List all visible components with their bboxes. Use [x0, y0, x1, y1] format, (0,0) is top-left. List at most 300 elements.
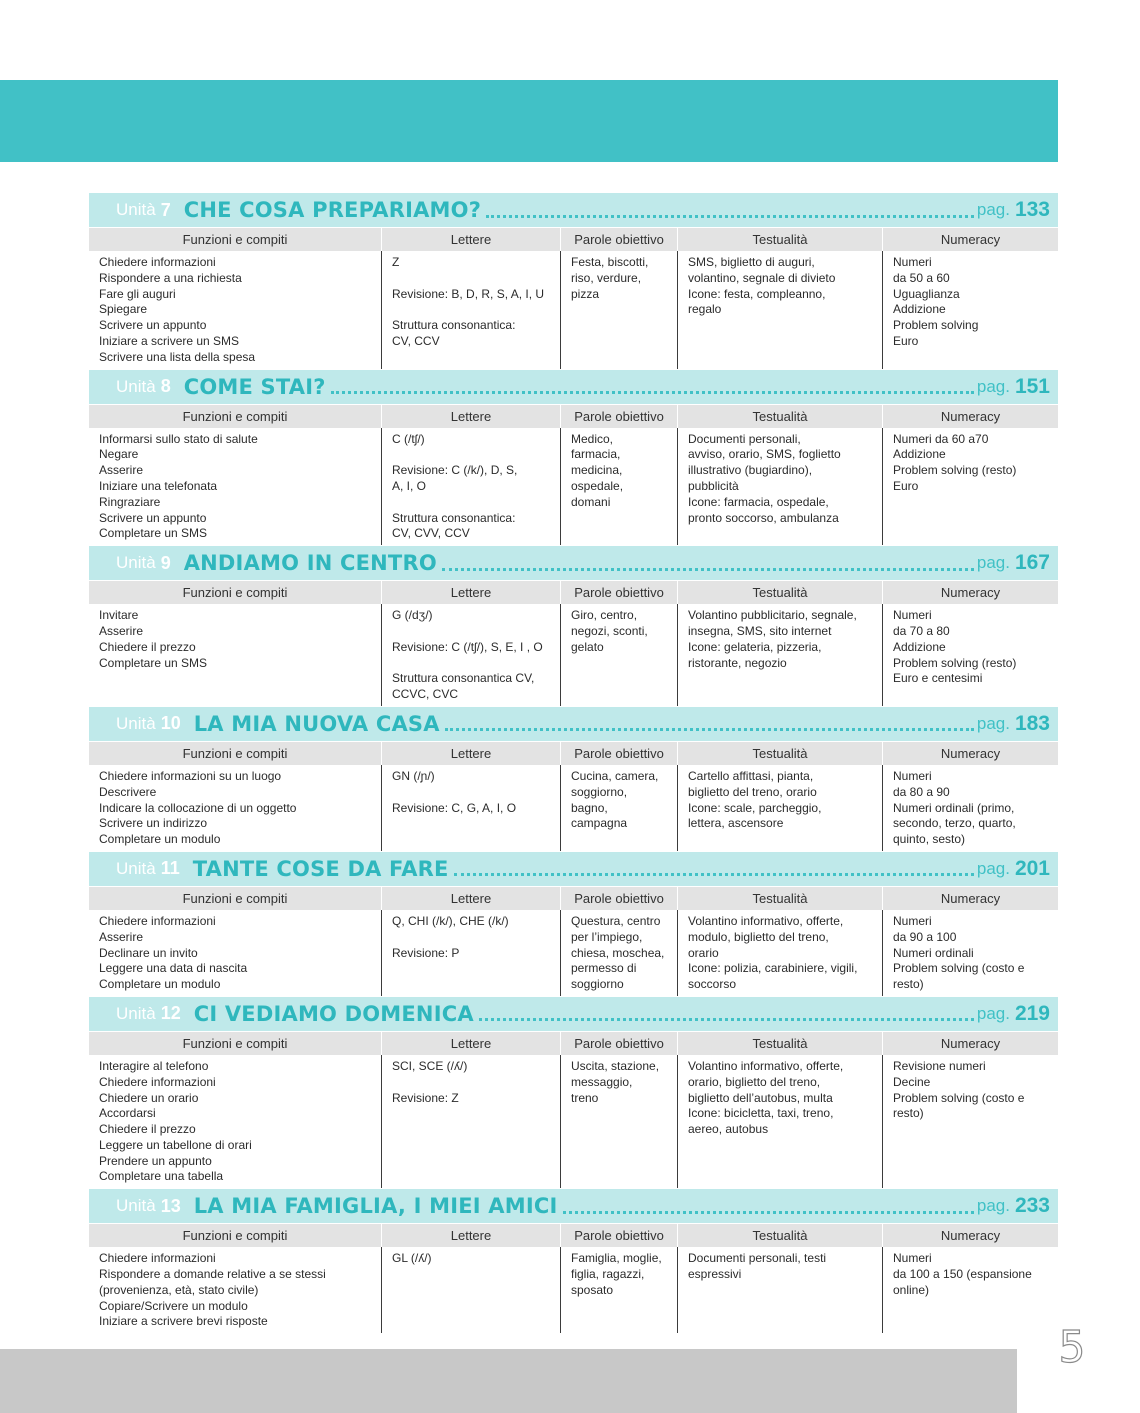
- cell-line: Volantino informativo, offerte,: [688, 913, 844, 928]
- cell-letters: [382, 604, 561, 706]
- cell-line: per l’impiego,: [571, 929, 643, 944]
- dot-leader: [445, 728, 974, 731]
- cell-line: Addizione: [893, 302, 946, 317]
- unit-content-row: [89, 1247, 1058, 1333]
- unit-title[interactable]: CHE COSA PREPARIAMO?: [183, 198, 482, 222]
- column-header-numeracy: Numeracy: [940, 232, 1001, 247]
- unit-section: [89, 707, 1058, 851]
- column-header-textuality: Testualità: [678, 887, 883, 910]
- column-header-row: [89, 228, 1058, 251]
- cell-line: da 50 a 60: [893, 270, 950, 285]
- unit-number: 7: [160, 199, 171, 220]
- column-header-numeracy: Numeracy: [940, 1228, 1001, 1244]
- cell-line: Numeri ordinali (primo,: [893, 800, 1015, 815]
- unit-number: 11: [160, 858, 180, 879]
- cell-line: Accordarsi: [99, 1106, 156, 1121]
- column-header-row: [89, 1032, 1058, 1055]
- cell-textuality: [678, 1247, 883, 1333]
- unit-header[interactable]: [89, 370, 1058, 404]
- column-header-functions: Funzioni e compiti: [89, 887, 382, 910]
- unit-title[interactable]: LA MIA FAMIGLIA, I MIEI AMICI: [193, 1194, 558, 1219]
- cell-line: Chiedere informazioni: [99, 1074, 216, 1089]
- cell-line: Fare gli auguri: [99, 286, 176, 301]
- cell-line: Iniziare a scrivere brevi risposte: [99, 1314, 268, 1329]
- cell-line: negozi, sconti,: [571, 623, 648, 638]
- cell-line: insegna, SMS, sito internet: [688, 623, 832, 638]
- unit-label: Unità: [116, 858, 156, 878]
- cell-letters: [382, 765, 561, 851]
- cell-line: avviso, orario, SMS, foglietto: [688, 447, 841, 462]
- unit-number: 13: [160, 1195, 181, 1216]
- cell-line: sposato: [571, 1282, 614, 1297]
- cell-line: da 80 a 90: [893, 784, 950, 799]
- cell-line: pubblicità: [688, 478, 739, 493]
- cell-line: Numeri da 60 a70: [893, 431, 989, 446]
- column-header-functions: Funzioni e compiti: [89, 405, 382, 428]
- unit-section: [89, 997, 1058, 1188]
- cell-functions: [89, 604, 382, 706]
- column-header-letters: Lettere: [382, 405, 561, 428]
- cell-line: Documenti personali, testi: [688, 1251, 827, 1266]
- cell-numeracy: [883, 428, 1058, 546]
- cell-line: espressivi: [688, 1267, 742, 1282]
- cell-line: Icone: bicicletta, taxi, treno,: [688, 1106, 834, 1121]
- cell-numeracy: [883, 1247, 1058, 1333]
- cell-line: da 90 a 100: [893, 929, 957, 944]
- cell-line: Q, CHI (/k/), CHE (/k/): [392, 913, 509, 928]
- column-header-target-words: Parole obiettivo: [561, 581, 678, 604]
- page-ref-number: 167: [1014, 551, 1050, 575]
- cell-line: Chiedere informazioni: [99, 913, 216, 928]
- unit-label: Unità: [116, 713, 156, 733]
- cell-target-words: [561, 1247, 678, 1333]
- cell-line: Scrivere un indirizzo: [99, 816, 208, 831]
- cell-line: Negare: [99, 447, 139, 462]
- cell-line: Euro: [893, 333, 919, 348]
- cell-line: [392, 447, 552, 463]
- cell-line: CCVC, CVC: [392, 687, 459, 702]
- unit-label: Unità: [116, 376, 156, 396]
- cell-line: ospedale,: [571, 478, 624, 493]
- cell-line: Numeri: [893, 913, 932, 928]
- cell-line: treno: [571, 1090, 599, 1105]
- page-ref-number: 183: [1014, 711, 1050, 735]
- cell-line: Scrivere un appunto: [99, 510, 207, 525]
- cell-functions: [89, 910, 382, 996]
- dot-leader: [486, 215, 974, 218]
- cell-line: GL (/ʎ/): [392, 1251, 432, 1266]
- cell-line: Icone: festa, compleanno,: [688, 286, 826, 301]
- cell-line: riso, verdure,: [571, 270, 642, 285]
- page-ref-number: 133: [1014, 198, 1050, 221]
- column-header-target-words: Parole obiettivo: [561, 228, 678, 251]
- cell-line: illustrativo (bugiardino),: [688, 463, 813, 478]
- unit-content-row: [89, 428, 1058, 546]
- column-header-letters: Lettere: [382, 1032, 561, 1055]
- cell-numeracy: [883, 1055, 1058, 1188]
- page-ref-label: pag.: [976, 200, 1010, 219]
- cell-line: campagna: [571, 816, 628, 831]
- unit-section: [89, 370, 1058, 546]
- cell-line: da 70 a 80: [893, 623, 950, 638]
- cell-line: Numeri: [893, 255, 932, 269]
- cell-line: Revisione: C, G, A, I, O: [392, 800, 517, 815]
- cell-line: Icone: scale, parcheggio,: [688, 800, 822, 815]
- top-color-band: [0, 80, 1058, 162]
- page-ref-label: pag.: [976, 376, 1010, 396]
- cell-line: da 100 a 150 (espansione: [893, 1267, 1032, 1282]
- page-ref-label: pag.: [976, 713, 1010, 733]
- column-header-textuality: Testualità: [678, 742, 883, 765]
- page-ref-number: 233: [1014, 1194, 1050, 1218]
- cell-numeracy: [883, 604, 1058, 706]
- cell-line: [392, 271, 552, 287]
- cell-functions: [89, 251, 382, 369]
- unit-header[interactable]: [89, 1189, 1058, 1223]
- cell-line: Uscita, stazione,: [571, 1058, 660, 1073]
- unit-header[interactable]: [89, 546, 1058, 580]
- cell-line: Completare una tabella: [99, 1169, 224, 1184]
- unit-number: 9: [160, 552, 171, 573]
- column-header-textuality: Testualità: [678, 405, 883, 428]
- cell-letters: [382, 1247, 561, 1333]
- dot-leader: [454, 873, 974, 876]
- unit-title[interactable]: ANDIAMO IN CENTRO: [183, 551, 437, 576]
- cell-line: Completare un modulo: [99, 832, 221, 847]
- cell-line: Struttura consonantica:: [392, 510, 516, 525]
- unit-content-row: [89, 765, 1058, 851]
- unit-title[interactable]: COME STAI?: [183, 374, 326, 399]
- column-header-textuality: Testualità: [678, 1224, 883, 1247]
- cell-line: Giro, centro,: [571, 608, 638, 623]
- column-header-textuality: Testualità: [678, 1032, 883, 1055]
- cell-line: Uguaglianza: [893, 286, 960, 301]
- cell-line: Chiedere un orario: [99, 1090, 199, 1105]
- cell-line: Numeri: [893, 768, 932, 783]
- cell-line: Cartello affittasi, pianta,: [688, 768, 814, 783]
- cell-line: [392, 785, 552, 801]
- unit-section: [89, 546, 1058, 706]
- cell-line: Problem solving (costo e: [893, 1090, 1025, 1105]
- cell-line: Revisione: P: [392, 945, 460, 960]
- cell-line: Leggere un tabellone di orari: [99, 1137, 252, 1152]
- unit-content-row: [89, 251, 1058, 369]
- cell-line: Icone: gelateria, pizzeria,: [688, 639, 822, 654]
- column-header-row: [89, 887, 1058, 910]
- cell-line: soccorso: [688, 977, 737, 992]
- cell-functions: [89, 1247, 382, 1333]
- cell-line: [392, 656, 552, 672]
- cell-line: Volantino pubblicitario, segnale,: [688, 608, 857, 623]
- cell-line: Chiedere il prezzo: [99, 1122, 196, 1137]
- column-header-letters: Lettere: [382, 1224, 561, 1247]
- cell-line: Numeri: [893, 1251, 932, 1266]
- cell-line: Chiedere informazioni su un luogo: [99, 768, 282, 783]
- cell-numeracy: [883, 910, 1058, 996]
- bottom-color-band: [0, 1349, 1017, 1413]
- cell-line: biglietto dell’autobus, multa: [688, 1090, 833, 1105]
- column-header-functions: Funzioni e compiti: [89, 742, 382, 765]
- cell-line: online): [893, 1282, 930, 1297]
- cell-line: Asserire: [99, 463, 144, 478]
- cell-line: Numeri ordinali: [893, 945, 974, 960]
- column-header-target-words: Parole obiettivo: [561, 887, 678, 910]
- unit-number: 10: [160, 713, 181, 734]
- cell-line: Iniziare a scrivere un SMS: [99, 333, 240, 348]
- column-header-numeracy: Numeracy: [940, 745, 1001, 761]
- cell-line: Ringraziare: [99, 494, 161, 509]
- cell-line: resto): [893, 977, 924, 992]
- cell-line: Icone: farmacia, ospedale,: [688, 494, 829, 509]
- cell-textuality: [678, 1055, 883, 1188]
- unit-label: Unità: [116, 553, 156, 573]
- dot-leader: [442, 568, 974, 571]
- unit-number: 12: [160, 1003, 181, 1024]
- cell-line: messaggio,: [571, 1074, 633, 1089]
- cell-line: Interagire al telefono: [99, 1058, 209, 1073]
- cell-line: Chiedere il prezzo: [99, 639, 196, 654]
- cell-line: Cucina, camera,: [571, 768, 659, 783]
- unit-label: Unità: [116, 1003, 156, 1023]
- cell-target-words: [561, 604, 678, 706]
- unit-title[interactable]: CI VEDIAMO DOMENICA: [193, 1001, 474, 1026]
- unit-title[interactable]: TANTE COSE DA FARE: [192, 856, 449, 881]
- cell-line: Declinare un invito: [99, 945, 198, 960]
- cell-target-words: [561, 428, 678, 546]
- cell-line: [392, 624, 552, 640]
- cell-line: Spiegare: [99, 302, 148, 317]
- page-number: 5: [1058, 1322, 1086, 1373]
- cell-line: Prendere un appunto: [99, 1153, 212, 1168]
- page-ref-number: 219: [1014, 1001, 1050, 1025]
- column-header-target-words: Parole obiettivo: [561, 742, 678, 765]
- column-header-target-words: Parole obiettivo: [561, 1224, 678, 1247]
- cell-line: Scrivere un appunto: [99, 318, 207, 333]
- cell-line: Euro e centesimi: [893, 671, 983, 686]
- cell-line: Indicare la collocazione di un oggetto: [99, 800, 297, 815]
- column-header-numeracy: Numeracy: [940, 585, 1001, 601]
- cell-line: volantino, segnale di divieto: [688, 270, 836, 285]
- cell-line: Asserire: [99, 929, 144, 944]
- cell-line: orario, biglietto del treno,: [688, 1074, 821, 1089]
- cell-functions: [89, 1055, 382, 1188]
- cell-line: soggiorno,: [571, 784, 628, 799]
- column-header-textuality: Testualità: [678, 581, 883, 604]
- cell-line: Medico,: [571, 431, 614, 446]
- cell-line: Copiare/Scrivere un modulo: [99, 1298, 248, 1313]
- cell-line: Chiedere informazioni: [99, 255, 216, 269]
- cell-target-words: [561, 910, 678, 996]
- column-header-functions: Funzioni e compiti: [89, 228, 382, 251]
- cell-line: Scrivere una lista della spesa: [99, 349, 256, 364]
- unit-header[interactable]: [89, 852, 1058, 886]
- cell-line: SCI, SCE (/ʎ/): [392, 1058, 468, 1073]
- cell-line: Invitare: [99, 608, 139, 623]
- cell-numeracy: [883, 251, 1058, 369]
- cell-line: Completare un modulo: [99, 977, 221, 992]
- cell-line: orario: [688, 945, 719, 960]
- cell-line: Rispondere a domande relative a se stessi: [99, 1267, 326, 1282]
- column-header-textuality: Testualità: [678, 228, 883, 251]
- cell-line: G (/dʒ/): [392, 608, 433, 623]
- unit-header[interactable]: [89, 997, 1058, 1031]
- cell-line: Struttura consonantica:: [392, 318, 516, 333]
- unit-title[interactable]: LA MIA NUOVA CASA: [193, 711, 440, 736]
- column-header-functions: Funzioni e compiti: [89, 1224, 382, 1247]
- cell-line: [392, 495, 552, 511]
- cell-textuality: [678, 428, 883, 546]
- cell-line: [392, 1075, 552, 1091]
- cell-line: CV, CVV, CCV: [392, 526, 470, 541]
- cell-line: secondo, terzo, quarto,: [893, 816, 1016, 831]
- cell-textuality: [678, 910, 883, 996]
- cell-line: Completare un SMS: [99, 526, 208, 541]
- cell-line: ristorante, negozio: [688, 655, 787, 670]
- cell-line: permesso di: [571, 961, 637, 976]
- cell-letters: [382, 428, 561, 546]
- cell-line: Festa, biscotti,: [571, 255, 649, 269]
- cell-line: Questura, centro: [571, 913, 661, 928]
- cell-line: Euro: [893, 478, 919, 493]
- cell-line: soggiorno: [571, 977, 624, 992]
- cell-line: Iniziare una telefonata: [99, 478, 218, 493]
- cell-functions: [89, 428, 382, 546]
- cell-line: Documenti personali,: [688, 431, 801, 446]
- unit-header[interactable]: [89, 707, 1058, 741]
- cell-line: medicina,: [571, 463, 623, 478]
- column-header-numeracy: Numeracy: [940, 890, 1001, 906]
- unit-section: [89, 193, 1058, 369]
- cell-line: A, I, O: [392, 478, 427, 493]
- column-header-target-words: Parole obiettivo: [561, 1032, 678, 1055]
- cell-line: lettera, ascensore: [688, 816, 784, 831]
- page-ref-label: pag.: [976, 553, 1010, 573]
- cell-line: biglietto del treno, orario: [688, 784, 817, 799]
- cell-line: C (/tʃ/): [392, 431, 425, 446]
- column-header-row: [89, 581, 1058, 604]
- cell-line: Informarsi sullo stato di salute: [99, 431, 258, 446]
- cell-line: farmacia,: [571, 447, 621, 462]
- cell-letters: [382, 251, 561, 369]
- unit-section: [89, 852, 1058, 996]
- unit-header[interactable]: [89, 193, 1058, 227]
- cell-line: Leggere una data di nascita: [99, 961, 248, 976]
- cell-line: Asserire: [99, 623, 144, 638]
- cell-line: Problem solving (costo e: [893, 961, 1025, 976]
- cell-line: bagno,: [571, 800, 608, 815]
- unit-content-row: [89, 910, 1058, 996]
- cell-line: Problem solving (resto): [893, 655, 1017, 670]
- cell-line: GN (/ɲ/): [392, 768, 435, 783]
- unit-label: Unità: [116, 200, 156, 219]
- cell-line: Chiedere informazioni: [99, 1251, 216, 1266]
- column-header-functions: Funzioni e compiti: [89, 1032, 382, 1055]
- cell-functions: [89, 765, 382, 851]
- unit-content-row: [89, 604, 1058, 706]
- cell-line: Revisione: B, D, R, S, A, I, U: [392, 286, 545, 301]
- cell-line: [392, 302, 552, 318]
- cell-line: domani: [571, 494, 611, 509]
- column-header-letters: Lettere: [382, 742, 561, 765]
- cell-letters: [382, 1055, 561, 1188]
- contents-table: [89, 193, 1058, 1334]
- page-ref-label: pag.: [976, 858, 1010, 878]
- cell-line: Famiglia, moglie,: [571, 1251, 662, 1266]
- page-ref-number: 151: [1014, 374, 1050, 398]
- cell-line: Numeri: [893, 608, 932, 623]
- cell-textuality: [678, 251, 883, 369]
- cell-line: Completare un SMS: [99, 655, 208, 670]
- cell-target-words: [561, 1055, 678, 1188]
- cell-textuality: [678, 604, 883, 706]
- column-header-numeracy: Numeracy: [940, 1035, 1001, 1051]
- cell-line: figlia, ragazzi,: [571, 1267, 645, 1282]
- cell-line: Z: [392, 255, 400, 269]
- cell-target-words: [561, 251, 678, 369]
- column-header-letters: Lettere: [382, 887, 561, 910]
- unit-content-row: [89, 1055, 1058, 1188]
- cell-line: Problem solving (resto): [893, 463, 1017, 478]
- cell-line: CV, CCV: [392, 333, 440, 348]
- cell-line: Revisione: C (/tʃ/), S, E, I , O: [392, 639, 543, 654]
- cell-line: resto): [893, 1106, 924, 1121]
- cell-line: Descrivere: [99, 784, 157, 799]
- cell-line: Struttura consonantica CV,: [392, 671, 535, 686]
- cell-line: pronto soccorso, ambulanza: [688, 510, 839, 525]
- cell-line: (provenienza, età, stato civile): [99, 1282, 259, 1297]
- cell-letters: [382, 910, 561, 996]
- cell-line: quinto, sesto): [893, 832, 966, 847]
- column-header-letters: Lettere: [382, 581, 561, 604]
- cell-line: regalo: [688, 302, 722, 317]
- cell-line: Addizione: [893, 639, 946, 654]
- page-ref-number: 201: [1014, 856, 1050, 880]
- column-header-row: [89, 405, 1058, 428]
- unit-label: Unità: [116, 1196, 156, 1216]
- cell-line: Revisione: C (/k/), D, S,: [392, 463, 518, 478]
- page-ref-label: pag.: [976, 1003, 1010, 1023]
- unit-number: 8: [160, 376, 171, 397]
- cell-line: Icone: polizia, carabiniere, vigili,: [688, 961, 858, 976]
- column-header-numeracy: Numeracy: [940, 408, 1001, 424]
- cell-line: [392, 930, 552, 946]
- cell-line: Problem solving: [893, 318, 979, 333]
- cell-textuality: [678, 765, 883, 851]
- cell-line: Revisione numeri: [893, 1058, 986, 1073]
- cell-line: gelato: [571, 639, 604, 654]
- cell-line: modulo, biglietto del treno,: [688, 929, 829, 944]
- column-header-row: [89, 1224, 1058, 1247]
- cell-line: Rispondere a una richiesta: [99, 270, 242, 285]
- column-header-target-words: Parole obiettivo: [561, 405, 678, 428]
- dot-leader: [331, 391, 974, 394]
- column-header-row: [89, 742, 1058, 765]
- cell-line: aereo, autobus: [688, 1122, 769, 1137]
- cell-line: Volantino informativo, offerte,: [688, 1058, 844, 1073]
- cell-line: chiesa, moschea,: [571, 945, 665, 960]
- cell-line: pizza: [571, 286, 600, 301]
- cell-target-words: [561, 765, 678, 851]
- cell-line: Addizione: [893, 447, 946, 462]
- page-ref-label: pag.: [976, 1196, 1010, 1216]
- cell-line: Revisione: Z: [392, 1090, 459, 1105]
- column-header-functions: Funzioni e compiti: [89, 581, 382, 604]
- cell-numeracy: [883, 765, 1058, 851]
- cell-line: SMS, biglietto di auguri,: [688, 255, 815, 269]
- cell-line: Decine: [893, 1074, 931, 1089]
- column-header-letters: Lettere: [382, 228, 561, 251]
- dot-leader: [563, 1211, 974, 1214]
